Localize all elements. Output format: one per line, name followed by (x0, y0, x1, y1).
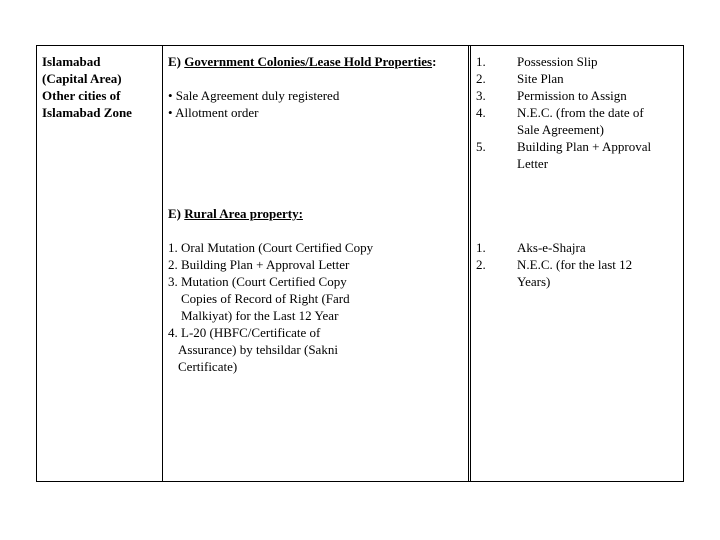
colonies-bullet: • Sale Agreement duly registered (168, 88, 340, 103)
rural-item: Aks-e-Shajra (517, 240, 586, 255)
rural-list-line: Copies of Record of Right (Fard (181, 291, 350, 306)
rural-item: N.E.C. (for the last 12 (517, 257, 633, 272)
colonies-bullet: • Allotment order (168, 105, 259, 120)
rural-heading-title: Rural Area property: (184, 206, 303, 221)
colonies-item: N.E.C. (from the date of (517, 105, 644, 120)
colonies-heading-label: E) (168, 54, 181, 69)
colonies-item: Letter (517, 156, 549, 171)
region-line: (Capital Area) (42, 71, 122, 86)
colonies-number: 1. (476, 54, 486, 69)
colonies-item: Site Plan (517, 71, 564, 86)
rural-list-line: 4. L-20 (HBFC/Certificate of (168, 325, 321, 340)
rural-list-line: Certificate) (178, 359, 238, 374)
column-divider (470, 46, 471, 481)
colonies-item: Permission to Assign (517, 88, 627, 103)
colonies-number: 3. (476, 88, 486, 103)
colonies-heading-colon: : (432, 54, 437, 69)
colonies-item: Sale Agreement) (517, 122, 604, 137)
region-line: Islamabad Zone (42, 105, 132, 120)
column-divider (162, 46, 163, 481)
column-divider (468, 46, 469, 481)
rural-list-line: 2. Building Plan + Approval Letter (168, 257, 350, 272)
rural-list-line: 3. Mutation (Court Certified Copy (168, 274, 347, 289)
rural-list-line: 1. Oral Mutation (Court Certified Copy (168, 240, 374, 255)
colonies-number: 5. (476, 139, 486, 154)
region-line: Islamabad (42, 54, 101, 69)
colonies-heading-title: Government Colonies/Lease Hold Properties (184, 54, 433, 69)
colonies-number: 2. (476, 71, 486, 86)
rural-list-line: Malkiyat) for the Last 12 Year (181, 308, 339, 323)
rural-list-line: Assurance) by tehsildar (Sakni (178, 342, 338, 357)
colonies-heading (168, 53, 436, 70)
rural-number: 2. (476, 257, 486, 272)
colonies-item: Building Plan + Approval (517, 139, 652, 154)
colonies-item: Possession Slip (517, 54, 598, 69)
rural-heading-label: E) (168, 206, 181, 221)
rural-heading (168, 205, 303, 222)
colonies-number: 4. (476, 105, 486, 120)
rural-item: Years) (517, 274, 551, 289)
region-line: Other cities of (42, 88, 121, 103)
rural-number: 1. (476, 240, 486, 255)
